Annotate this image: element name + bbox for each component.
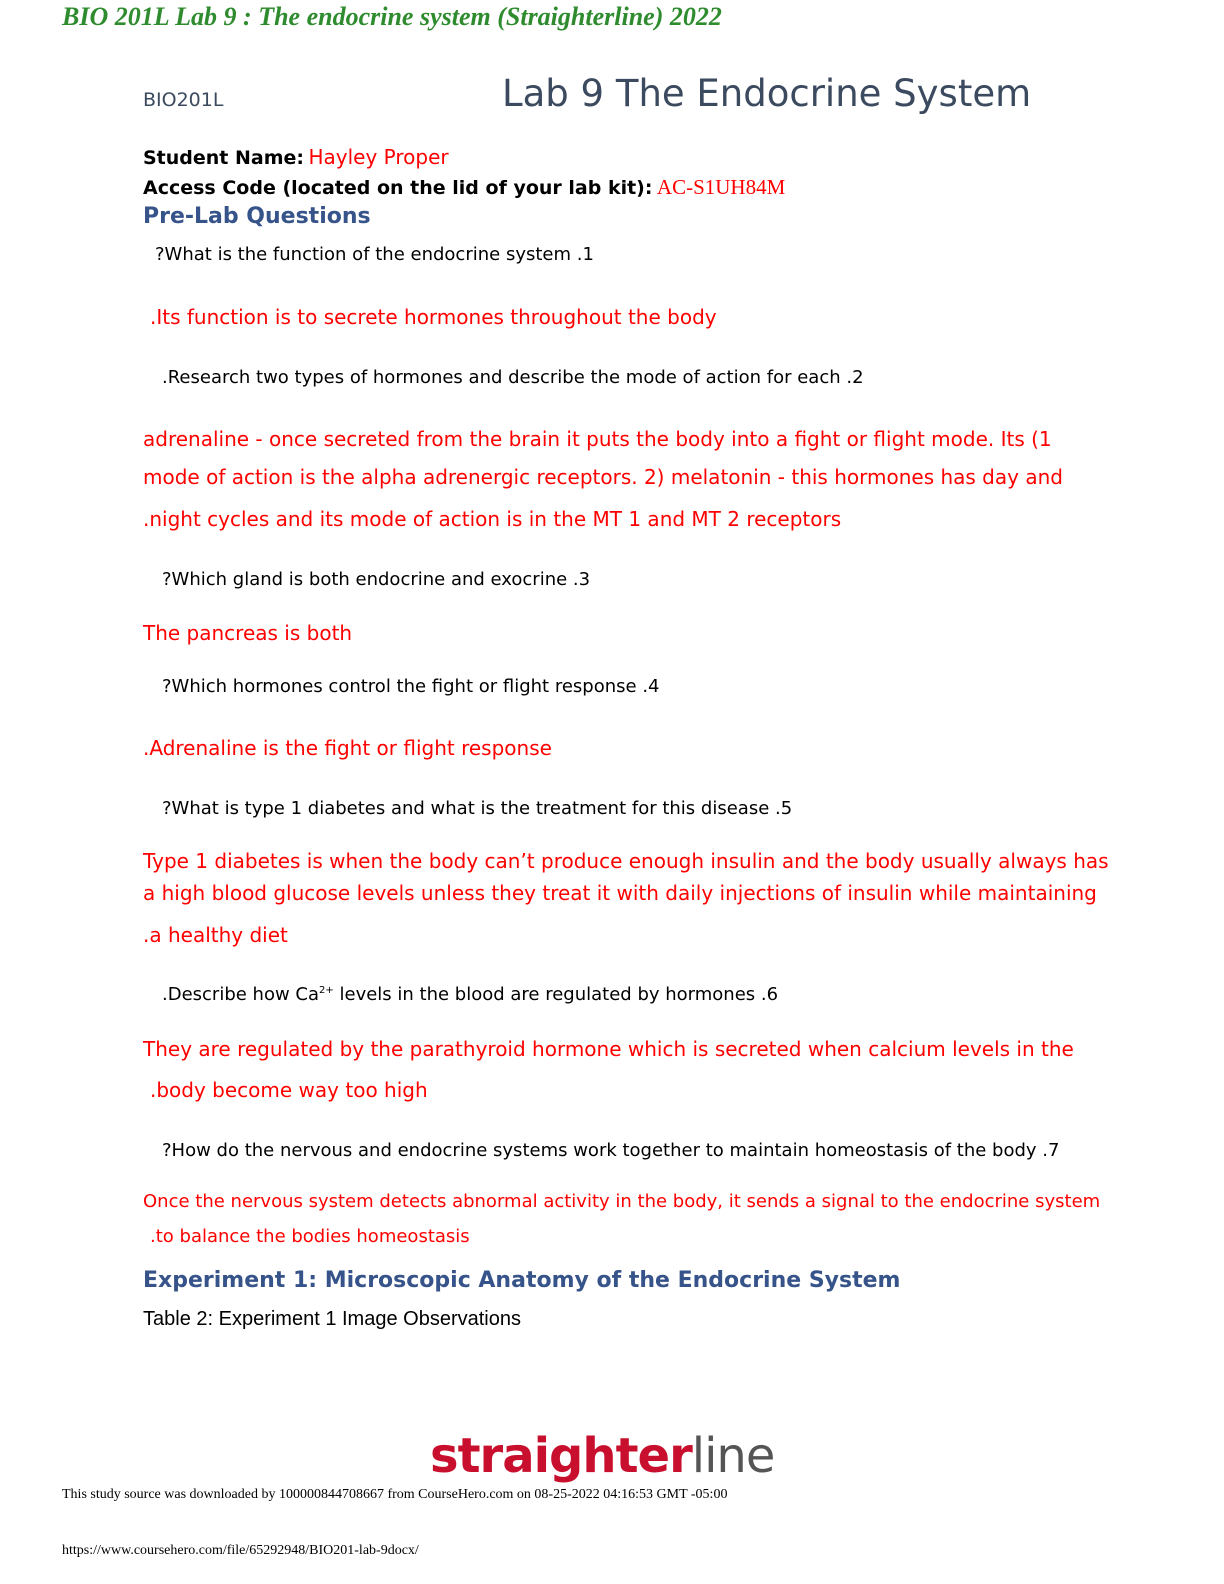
question-2: .Research two types of hormones and describe the mode of action for each .2 — [162, 367, 864, 388]
answer-2-line-2: mode of action is the alpha adrenergic receptors. 2) melatonin - this hormones has day and — [143, 465, 1063, 489]
answer-5-line-1: Type 1 diabetes is when the body can’t produce enough insulin and the body usually always has — [143, 849, 1109, 873]
answer-2-line-3: .night cycles and its mode of action is in the MT 1 and MT 2 receptors — [143, 507, 842, 531]
answer-6-line-1: They are regulated by the parathyroid hormone which is secreted when calcium levels in the — [143, 1037, 1074, 1061]
source-url[interactable]: https://www.coursehero.com/file/65292948/BIO201-lab-9docx/ — [62, 1543, 419, 1558]
student-name-row — [143, 145, 449, 169]
logo-bold-text: straighter — [430, 1428, 692, 1484]
question-6-post: levels in the blood are regulated by hormones .6 — [333, 984, 779, 1005]
straighterline-logo — [430, 1428, 774, 1484]
answer-2-line-1: adrenaline - once secreted from the brain it puts the body into a fight or flight mode. Its (1 — [143, 427, 1052, 451]
answer-6-line-2: .body become way too high — [150, 1078, 428, 1102]
course-code: BIO201L — [143, 89, 224, 111]
answer-5-line-3: .a healthy diet — [143, 923, 288, 947]
answer-1-line-1: .Its function is to secrete hormones throughout the body — [150, 305, 717, 329]
access-code-value: AC-S1UH84M — [656, 175, 786, 199]
question-7: ?How do the nervous and endocrine systems work together to maintain homeostasis of the body .7 — [162, 1140, 1060, 1161]
download-note: This study source was downloaded by 100000844708667 from CourseHero.com on 08-25-2022 04:16:53 GMT -05:00 — [62, 1487, 728, 1502]
question-5: ?What is type 1 diabetes and what is the treatment for this disease .5 — [162, 798, 793, 819]
question-3: ?Which gland is both endocrine and exocrine .3 — [162, 569, 591, 590]
access-code-label: Access Code (located on the lid of your lab kit): — [143, 177, 653, 199]
table-caption: Table 2: Experiment 1 Image Observations — [143, 1308, 521, 1330]
answer-5-line-2: a high blood glucose levels unless they treat it with daily injections of insulin while maintaining — [143, 881, 1097, 905]
question-1: ?What is the function of the endocrine system .1 — [155, 244, 594, 265]
answer-7-line-1: Once the nervous system detects abnormal activity in the body, it sends a signal to the endocrine system — [143, 1191, 1101, 1212]
access-code-row — [143, 175, 785, 200]
question-6-pre: .Describe how Ca — [162, 984, 320, 1005]
experiment-heading: Experiment 1: Microscopic Anatomy of the Endocrine System — [143, 1268, 901, 1293]
banner-title: BIO 201L Lab 9 : The endocrine system (Straighterline) 2022 — [62, 2, 722, 31]
prelab-heading: Pre-Lab Questions — [143, 204, 371, 229]
logo-light-text: line — [691, 1428, 775, 1484]
answer-7-line-2: .to balance the bodies homeostasis — [150, 1226, 470, 1247]
question-4: ?Which hormones control the fight or flight response .4 — [162, 676, 660, 697]
question-6 — [162, 984, 778, 1005]
student-name-value: Hayley Proper — [308, 145, 449, 169]
document-title: Lab 9 The Endocrine System — [502, 72, 1032, 115]
student-name-label: Student Name: — [143, 147, 305, 169]
answer-4-line-1: .Adrenaline is the fight or flight response — [143, 736, 552, 760]
calcium-charge: 2+ — [319, 985, 334, 996]
answer-3-line-1: The pancreas is both — [143, 621, 353, 645]
